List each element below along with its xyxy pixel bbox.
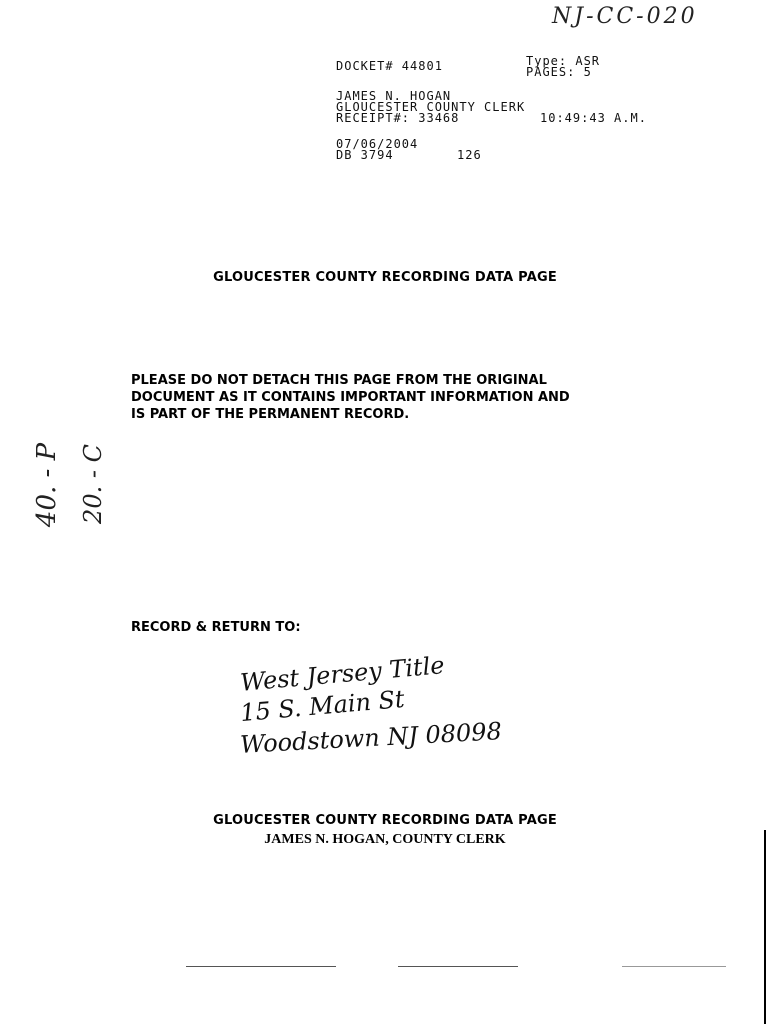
docket-number: DOCKET# 44801 (336, 59, 443, 73)
notice-line: DOCUMENT AS IT CONTAINS IMPORTANT INFORMATION AND (131, 390, 570, 405)
clerk-office: GLOUCESTER COUNTY CLERK (336, 100, 526, 114)
clerk-name: JAMES N. HOGAN (336, 89, 452, 103)
address-line: 15 S. Main St (239, 684, 406, 728)
deed-book: DB 3794 (336, 148, 394, 162)
margin-note-2: 20. - C (79, 444, 107, 524)
footer-title: GLOUCESTER COUNTY RECORDING DATA PAGE (213, 813, 557, 828)
deed-page: 126 (457, 148, 482, 162)
document-type: Type: ASR (526, 54, 601, 68)
handwritten-reference: NJ-CC-020 (552, 4, 698, 29)
margin-note-1: 40. - P (32, 442, 62, 528)
recording-time: 10:49:43 A.M. (540, 111, 647, 125)
record-return-label: RECORD & RETURN TO: (131, 620, 301, 635)
address-line: Woodstown NJ 08098 (239, 717, 503, 759)
footer-clerk: JAMES N. HOGAN, COUNTY CLERK (264, 832, 506, 847)
notice-line: PLEASE DO NOT DETACH THIS PAGE FROM THE ORIGINAL (131, 373, 547, 388)
page-title: GLOUCESTER COUNTY RECORDING DATA PAGE (213, 270, 557, 285)
scan-line (622, 966, 726, 967)
notice-text (131, 372, 671, 423)
address-line: West Jersey Title (239, 651, 446, 697)
notice-line: IS PART OF THE PERMANENT RECORD. (131, 407, 410, 422)
receipt-number: RECEIPT#: 33468 (336, 111, 460, 125)
scan-edge (764, 830, 766, 1024)
recording-date: 07/06/2004 (336, 137, 419, 151)
page-count: PAGES: 5 (526, 65, 592, 79)
scan-line (186, 966, 336, 967)
scan-line (398, 966, 518, 967)
